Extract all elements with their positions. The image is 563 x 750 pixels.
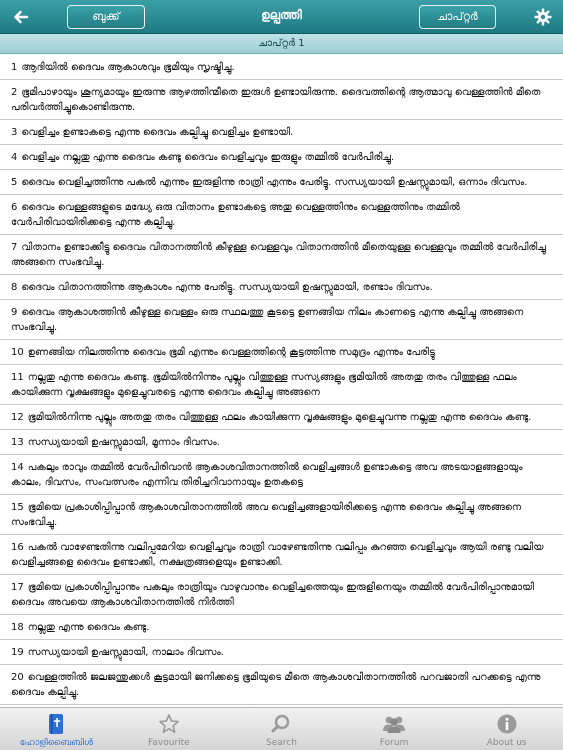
chapter-button[interactable] (419, 5, 496, 29)
tab-label: ഹോളിബൈബിൾ (19, 738, 93, 748)
verse-number: 6 (11, 202, 18, 213)
verse-text: വിതാനം ഉണ്ടാക്കീട്ടു ദൈവം വിതാനത്തിൻ കീഴുള്ള വെള്ളവും വിതാനത്തിൻ മീതെയുള്ള വെള്ളവും തമ്മിൽ വേർപിരിച്ചു അങ്ങനെ സംഭവിച്ചു. (11, 242, 546, 268)
tab-bar (0, 707, 563, 750)
verse-number: 19 (11, 647, 24, 658)
page-title: ഉല്പത്തി (261, 8, 302, 22)
verse-row[interactable] (0, 665, 563, 705)
verse-text: ആദിയിൽ ദൈവം ആകാശവും ഭൂമിയും സൃഷ്ടിച്ചു. (21, 62, 235, 73)
verse-row[interactable] (0, 195, 563, 235)
verse-text: ദൈവം വെള്ളങ്ങളുടെ മദ്ധ്യേ ഒരു വിതാനം ഉണ്ടാകട്ടെ അതു വെള്ളത്തിനും വെള്ളത്തിനും തമ്മിൽ വേർപിരിവായിരിക്കട്ടെ എന്നു കല്പിച്ചു. (11, 202, 460, 228)
verse-number: 8 (11, 282, 18, 293)
people-icon (383, 713, 405, 735)
tab-search[interactable] (225, 708, 338, 750)
verse-number: 17 (11, 582, 24, 593)
verse-number: 4 (11, 152, 18, 163)
book-button-label: ബുക്ക് (92, 10, 120, 23)
verse-text: ദൈവം വിതാനത്തിന്നു ആകാശം എന്നു പേരിട്ടു. സന്ധ്യയായി ഉഷസ്സുമായി, രണ്ടാം ദിവസം. (21, 282, 433, 293)
top-bar (0, 0, 563, 34)
tab-label: About us (486, 738, 527, 748)
verse-text: പകലും രാവും തമ്മിൽ വേർപിരിവാൻ ആകാശവിതാനത്തിൽ വെളിച്ചങ്ങൾ ഉണ്ടാകട്ടെ അവ അടയാളങ്ങളായും കാലം, ദിവസം, സംവത്സരം എന്നിവ തിരിച്ചറിവാനായും ഉതകട്ടെ (11, 462, 523, 488)
verse-number: 13 (11, 437, 24, 448)
verse-text: ഭൂമിയെ പ്രകാശിപ്പിപ്പാനും പകലും രാത്രിയും വാഴുവാനും വെളിച്ചത്തെയും ഇരുളിനെയും തമ്മിൽ വേർപിരിപ്പാനുമായി ദൈവം അവയെ ആകാശവിതാനത്തിൽ നിർത്തി (11, 582, 535, 608)
verse-row[interactable] (0, 615, 563, 640)
verse-row[interactable] (0, 535, 563, 575)
tab-about-us[interactable] (450, 708, 563, 750)
star-icon (158, 713, 180, 735)
verse-row[interactable] (0, 300, 563, 340)
verse-row[interactable] (0, 340, 563, 365)
verse-number: 10 (11, 347, 24, 358)
chapter-button-label: ചാപ്റ്റർ (437, 10, 478, 23)
verse-row[interactable] (0, 145, 563, 170)
tab-favourite[interactable] (113, 708, 226, 750)
verse-text: സന്ധ്യയായി ഉഷസ്സുമായി, നാലാം ദിവസം. (27, 647, 224, 658)
chapter-header: ചാപ്റ്റർ 1 (0, 34, 563, 54)
verse-text: നല്ലതു എന്നു ദൈവം കണ്ടു. ഭൂമിയിൽനിന്നും പുല്ലും വിത്തുള്ള സസ്യങ്ങളും ഭൂമിയിൽ അതതു തരം വിത്തുള്ള ഫലം കായിക്കുന്ന വൃക്ഷങ്ങളും മുളെച്ചുവരട്ടെ എന്നു ദൈവം കല്പിച്ചു അങ്ങനെ (11, 372, 517, 398)
verse-text: പകൽ വാഴേണ്ടതിന്നു വലിപ്പമേറിയ വെളിച്ചവും രാത്രി വാഴേണ്ടതിന്നു വലിപ്പം കുറഞ്ഞ വെളിച്ചവും ആയി രണ്ടു വലിയ വെളിച്ചങ്ങളെ ദൈവം ഉണ്ടാക്കി, നക്ഷത്രങ്ങളെയും ഉണ്ടാക്കി. (11, 542, 544, 568)
verse-row[interactable] (0, 120, 563, 145)
verse-number: 2 (11, 87, 18, 98)
verse-list[interactable] (0, 55, 563, 707)
verse-number: 11 (11, 372, 24, 383)
verse-number: 3 (11, 127, 18, 138)
tab-label: Forum (379, 738, 409, 748)
verse-row[interactable] (0, 640, 563, 665)
tab-label: Search (266, 738, 297, 748)
verse-number: 18 (11, 622, 24, 633)
verse-text: ഭൂമിപാഴായും ശൂന്യമായും ഇരുന്നു ആഴത്തിന്മീതെ ഇരുൾ ഉണ്ടായിരുന്നു. ദൈവത്തിന്റെ ആത്മാവു വെള്ളത്തിൻ മീതെ പരിവർത്തിച്ചുകൊണ്ടിരുന്നു. (11, 87, 541, 113)
verse-row[interactable] (0, 405, 563, 430)
tab-holy-bible[interactable] (0, 708, 113, 750)
verse-number: 12 (11, 412, 24, 423)
verse-row[interactable] (0, 235, 563, 275)
verse-row[interactable] (0, 365, 563, 405)
info-icon (496, 713, 518, 735)
verse-text: ദൈവം ആകാശത്തിൻ കീഴുള്ള വെള്ളം ഒരു സ്ഥലത്തു കൂടട്ടെ ഉണങ്ങിയ നിലം കാണട്ടെ എന്നു കല്പിച്ചു അങ്ങനെ സംഭവിച്ചു. (11, 307, 524, 333)
verse-text: ഭൂമിയിൽനിന്നു പുല്ലും അതതു തരം വിത്തുള്ള ഫലം കായിക്കുന്ന വൃക്ഷങ്ങളും മുളെച്ചുവന്നു നല്ലതു എന്നു ദൈവം കണ്ടു. (27, 412, 532, 423)
tab-label: Favourite (148, 738, 190, 748)
verse-number: 9 (11, 307, 18, 318)
verse-row[interactable] (0, 275, 563, 300)
verse-text: വെളിച്ചം ഉണ്ടാകട്ടെ എന്നു ദൈവം കല്പിച്ചു വെളിച്ചം ഉണ്ടായി. (21, 127, 294, 138)
verse-row[interactable] (0, 55, 563, 80)
settings-button[interactable] (531, 5, 555, 29)
verse-row[interactable] (0, 430, 563, 455)
verse-text: നല്ലതു എന്നു ദൈവം കണ്ടു. (27, 622, 150, 633)
verse-text: സന്ധ്യയായി ഉഷസ്സുമായി, മൂന്നാം ദിവസം. (27, 437, 220, 448)
verse-number: 1 (11, 62, 18, 73)
verse-number: 16 (11, 542, 24, 553)
verse-row[interactable] (0, 80, 563, 120)
verse-row[interactable] (0, 455, 563, 495)
verse-number: 7 (11, 242, 18, 253)
search-icon (270, 713, 292, 735)
verse-number: 15 (11, 502, 24, 513)
verse-text: ദൈവം വെളിച്ചത്തിന്നു പകൽ എന്നും ഇരുളിന്നു രാത്രി എന്നും പേരിട്ടു. സന്ധ്യയായി ഉഷസ്സുമായി, ഒന്നാം ദിവസം. (21, 177, 528, 188)
verse-text: വെളിച്ചം നല്ലതു എന്നു ദൈവം കണ്ടു ദൈവം വെളിച്ചവും ഇരുളും തമ്മിൽ വേർപിരിച്ചു. (21, 152, 395, 163)
verse-number: 5 (11, 177, 18, 188)
verse-text: ഭൂമിയെ പ്രകാശിപ്പിപ്പാൻ ആകാശവിതാനത്തിൽ അവ വെളിച്ചങ്ങളായിരിക്കട്ടെ എന്നു ദൈവം കല്പിച്ചു അങ്ങനെ സംഭവിച്ചു. (11, 502, 522, 528)
verse-row[interactable] (0, 575, 563, 615)
verse-row[interactable] (0, 495, 563, 535)
bible-icon (45, 713, 67, 735)
verse-row[interactable] (0, 170, 563, 195)
verse-text: വെള്ളത്തിൽ ജലജന്തുക്കൾ കൂട്ടമായി ജനിക്കട്ടെ ഭൂമിയുടെ മീതെ ആകാശവിതാനത്തിൽ പറവജാതി പറക്കട്ടെ എന്നു ദൈവം കല്പിച്ചു. (11, 672, 541, 698)
verse-text: ഉണങ്ങിയ നിലത്തിന്നു ദൈവം ഭൂമി എന്നും വെള്ളത്തിന്റെ കൂട്ടത്തിന്നു സമുദ്രം എന്നും പേരിട്ടു (27, 347, 435, 358)
verse-number: 14 (11, 462, 24, 473)
verse-number: 20 (11, 672, 24, 683)
gear-icon (534, 8, 552, 26)
tab-forum[interactable] (338, 708, 451, 750)
